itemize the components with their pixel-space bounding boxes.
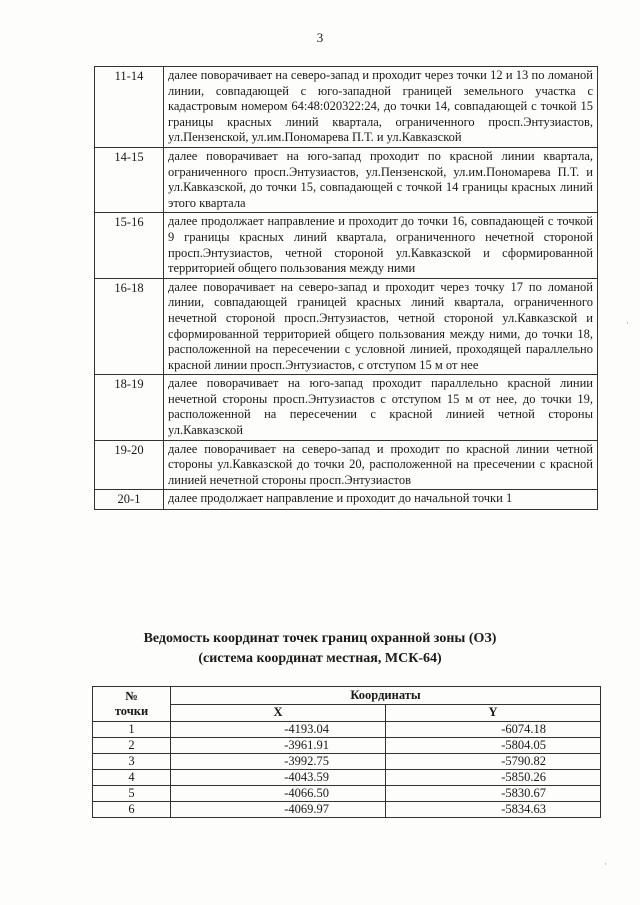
table-row bbox=[95, 67, 598, 148]
segment-id: 14-15 bbox=[95, 147, 164, 212]
boundary-description-table bbox=[94, 66, 598, 510]
table-row bbox=[95, 147, 598, 212]
segment-description: далее поворачивает на юго-запад проходит параллельно красной линии нечетной стороны просп.Энтузиастов с отступом 15 м от нее, до точки 19, расположенной на пересечении с красной линией четной стороны ул.Кавказской bbox=[164, 375, 598, 440]
segment-description: далее поворачивает на северо-запад и проходит по красной линии четной стороны ул.Кавказской до точки 20, расположенной на пресечении с красной линией нечетной стороны просп.Энтузиастов bbox=[164, 440, 598, 490]
point-number: 5 bbox=[93, 786, 171, 802]
x-value: -3961.91 bbox=[171, 738, 386, 754]
table-row bbox=[95, 440, 598, 490]
table-row bbox=[95, 278, 598, 375]
segment-id: 19-20 bbox=[95, 440, 164, 490]
segment-description: далее поворачивает на северо-запад и проходит через точки 12 и 13 по ломаной линии, совпадающей с юго-западной границей земельного участка с кадастровым номером 64:48:020322:24, до точки 14, совпадающей с точкой 15 границы красных линий квартала, ограниченного просп.Энтузиастов, ул.Пензенской, ул.им.Пономарева П.Т. и ул.Кавказской bbox=[164, 67, 598, 148]
point-number: 6 bbox=[93, 802, 171, 818]
point-number-header-line2: точки bbox=[114, 704, 149, 718]
segment-description: далее продолжает направление и проходит до начальной точки 1 bbox=[164, 490, 598, 510]
table-row bbox=[93, 786, 601, 802]
coordinates-header: Координаты bbox=[171, 687, 601, 705]
point-number-header-line1: № bbox=[125, 689, 138, 703]
coordinates-table bbox=[92, 686, 601, 818]
y-value: -5790.82 bbox=[386, 754, 601, 770]
y-value: -5834.63 bbox=[386, 802, 601, 818]
table-row bbox=[95, 375, 598, 440]
y-value: -5850.26 bbox=[386, 770, 601, 786]
segment-description: далее продолжает направление и проходит до точки 16, совпадающей с точкой 9 границы красных линий квартала, ограниченного нечетной стороной просп.Энтузиастов, четной стороной ул.Кавказской и сформированной территорией общего пользования между ними bbox=[164, 213, 598, 278]
y-header: Y bbox=[386, 704, 601, 722]
point-number: 1 bbox=[93, 722, 171, 738]
x-value: -3992.75 bbox=[171, 754, 386, 770]
scan-speck: · bbox=[604, 859, 607, 869]
y-value: -5804.05 bbox=[386, 738, 601, 754]
point-number-header bbox=[93, 687, 171, 722]
table-row bbox=[93, 770, 601, 786]
coordinates-title-line1: Ведомость координат точек границ охранной зоны (ОЗ) bbox=[143, 631, 497, 646]
segment-description: далее поворачивает на северо-запад и проходит через точку 17 по ломаной линии, совпадающей границей красных линий квартала, ограниченного нечетной стороной просп.Энтузиастов, четной стороной ул.Кавказской и сформированной территорией общего пользования между ними, до точки 18, расположенной на пересечении с условной линией, проходящей параллельно красной линии просп.Энтузиастов, с отступом 15 м от нее bbox=[164, 278, 598, 375]
table-row bbox=[95, 213, 598, 278]
table-row bbox=[93, 754, 601, 770]
page-number: 3 bbox=[316, 30, 324, 45]
coordinates-title-line2: (система координат местная, МСК-64) bbox=[198, 651, 442, 666]
segment-description: далее поворачивает на юго-запад проходит по красной линии квартала, ограниченного просп.Энтузиастов, ул.Пензенской, ул.им.Пономарева П.Т. и ул.Кавказской, до точки 15, совпадающей с точкой 14 границы красных линий этого квартала bbox=[164, 147, 598, 212]
coordinates-section-title bbox=[0, 629, 640, 669]
x-value: -4043.59 bbox=[171, 770, 386, 786]
y-value: -5830.67 bbox=[386, 786, 601, 802]
scan-speck: · bbox=[626, 318, 629, 328]
x-header: X bbox=[171, 704, 386, 722]
x-value: -4066.50 bbox=[171, 786, 386, 802]
segment-id: 11-14 bbox=[95, 67, 164, 148]
table-row bbox=[95, 490, 598, 510]
table-row bbox=[93, 802, 601, 818]
x-value: -4193.04 bbox=[171, 722, 386, 738]
segment-id: 18-19 bbox=[95, 375, 164, 440]
point-number: 2 bbox=[93, 738, 171, 754]
coordinates-header-row bbox=[93, 687, 601, 705]
point-number: 4 bbox=[93, 770, 171, 786]
segment-id: 16-18 bbox=[95, 278, 164, 375]
table-row bbox=[93, 722, 601, 738]
x-value: -4069.97 bbox=[171, 802, 386, 818]
segment-id: 20-1 bbox=[95, 490, 164, 510]
y-value: -6074.18 bbox=[386, 722, 601, 738]
segment-id: 15-16 bbox=[95, 213, 164, 278]
table-row bbox=[93, 738, 601, 754]
point-number: 3 bbox=[93, 754, 171, 770]
